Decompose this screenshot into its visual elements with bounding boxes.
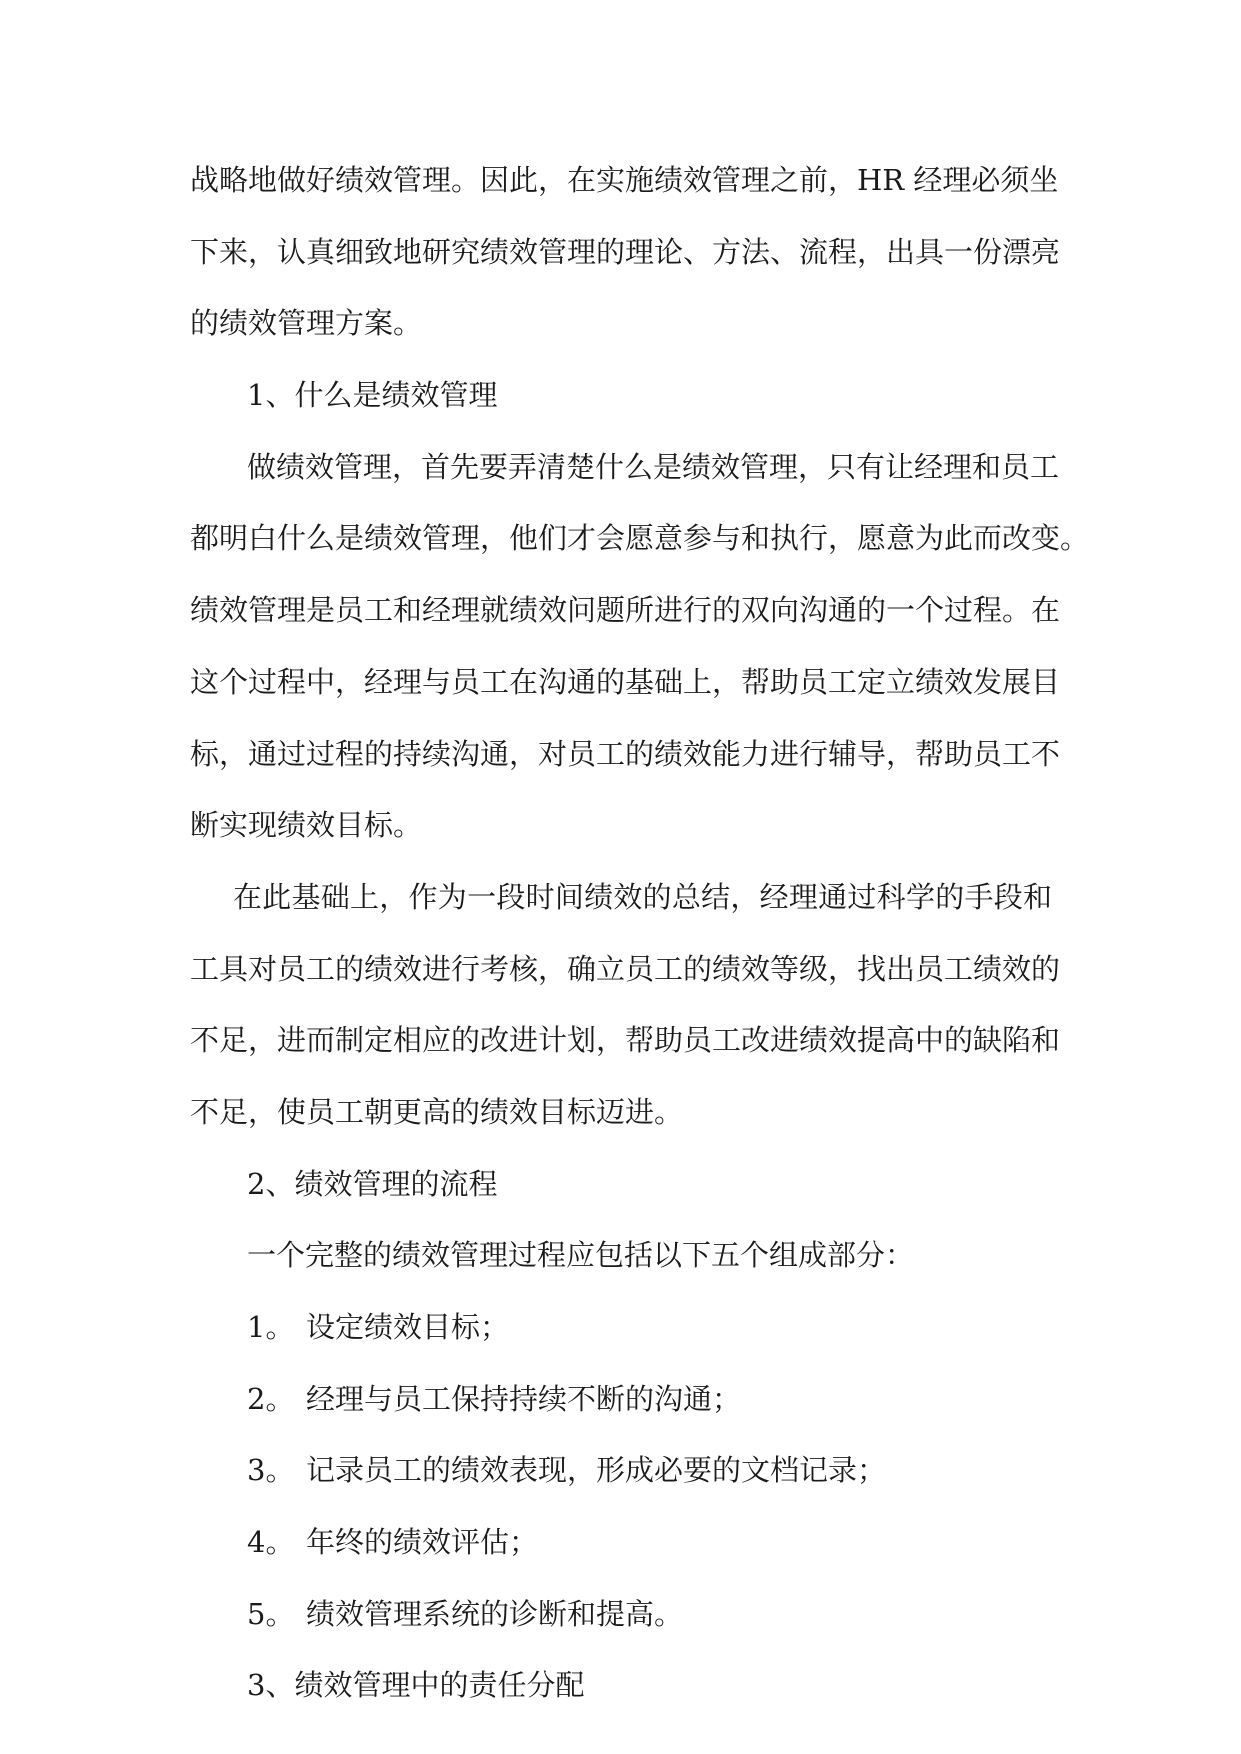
body-text-line: 战略地做好绩效管理。因此，在实施绩效管理之前，HR 经理必须坐 [190,163,1059,197]
body-text-line: 不足，进而制定相应的改进计划，帮助员工改进绩效提高中的缺陷和 [190,1023,1061,1058]
document-page [190,160,1090,1737]
body-text-line: 工具对员工的绩效进行考核，确立员工的绩效等级，找出员工绩效的 [190,951,1061,986]
section-heading-3: 3、绩效管理中的责任分配 [247,1668,585,1703]
section-heading-1: 1、什么是绩效管理 [247,378,498,413]
list-item-text: 记录员工的绩效表现，形成必要的文档记录； [306,1453,887,1488]
body-text-line: 不足，使员工朝更高的绩效目标迈进。 [190,1094,684,1129]
body-text-line: 都明白什么是绩效管理，他们才会愿意参与和执行，愿意为此而改变。 [190,521,1090,556]
body-text-line: 的绩效管理方案。 [190,306,423,341]
body-text-line: 标，通过过程的持续沟通，对员工的绩效能力进行辅导，帮助员工不 [190,736,1061,771]
section-heading-2: 2、绩效管理的流程 [247,1166,498,1201]
body-text-line: 做绩效管理，首先要弄清楚什么是绩效管理，只有让经理和员工 [247,449,1060,484]
list-item-text: 经理与员工保持持续不断的沟通； [306,1381,742,1416]
list-item-number: 4。 [247,1525,295,1560]
body-text-line: 下来，认真细致地研究绩效管理的理论、方法、流程，出具一份漂亮 [190,234,1061,269]
list-item-number: 1。 [247,1310,295,1344]
list-item [190,1307,1052,1347]
list-item [190,1594,1052,1634]
list-item-number: 5。 [247,1596,295,1631]
process-intro: 一个完整的绩效管理过程应包括以下五个组成部分： [247,1238,915,1273]
list-item [190,1379,1052,1419]
body-text-line: 绩效管理是员工和经理就绩效问题所进行的双向沟通的一个过程。在 [190,593,1061,628]
list-item [190,1450,1052,1490]
list-item-text: 年终的绩效评估； [306,1525,539,1560]
body-text-line: 断实现绩效目标。 [190,808,423,843]
list-item-number: 2。 [247,1381,295,1416]
list-item-number: 3。 [247,1453,295,1488]
list-item [190,1522,1052,1562]
list-item-text: 绩效管理系统的诊断和提高。 [306,1596,684,1631]
body-text-line: 这个过程中，经理与员工在沟通的基础上，帮助员工定立绩效发展目 [190,664,1061,699]
list-item-text: 设定绩效目标； [306,1310,510,1344]
body-text-line: 在此基础上，作为一段时间绩效的总结，经理通过科学的手段和 [233,879,1052,914]
